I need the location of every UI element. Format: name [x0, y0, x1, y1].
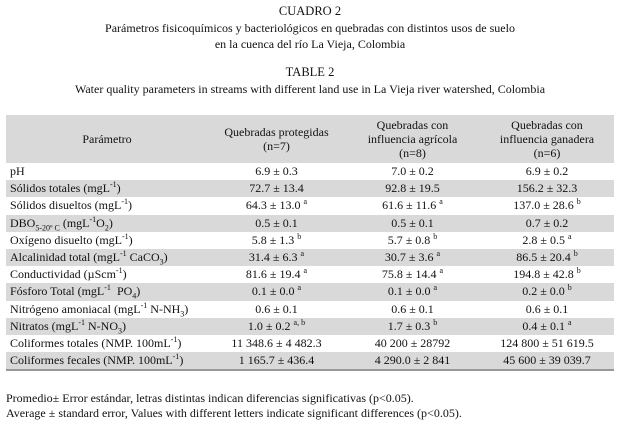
parameter-name: Fósforo Total (mgL$^{-1}$ $PO_4$) [6, 283, 208, 300]
column-header-n: (n=7) [263, 139, 290, 153]
parameter-name: Coliformes fecales (NMP. $100mL^{-1}$) [6, 352, 208, 370]
footnote-en: Average ± standard error, Values with different letters indicate significant differences (p<0.05). [6, 406, 462, 420]
table-row-dissolved-solids [6, 197, 614, 214]
caption-title-es-line2: en la cuenca del río La Vieja, Colombia [214, 37, 406, 51]
column-header-protected [208, 115, 345, 163]
value-protected: 81.6 ± 19.4 $^a$ [245, 266, 308, 282]
value-livestock: 137.0 ± 28.6 $^b$ [513, 197, 581, 213]
table-row-alkalinity [6, 249, 614, 266]
value-protected: 11 348.6 ± 4 482.3 [231, 335, 322, 350]
caption-label-en: TABLE 2 [285, 65, 335, 79]
parameter-name: Sólidos disueltos (mgL$^{-1}$) [10, 197, 133, 213]
value-livestock: 156.2 ± 32.3 [480, 180, 614, 197]
table-row-nitrates [6, 318, 614, 335]
column-header-label: influencia agrícola [367, 132, 458, 146]
parameter-name: Coliformes totales (NMP. $100mL^{-1}$) [10, 334, 182, 350]
table-row-bod [6, 215, 614, 232]
value-agricultural: 7.0 ± 0.2 [391, 164, 434, 179]
value-livestock: 194.8 ± 42.8 $^b$ [513, 266, 581, 282]
value-agricultural: 0.6 ± 0.1 [391, 301, 434, 316]
value-livestock: 6.9 ± 0.2 [525, 164, 569, 179]
value-protected: 64.3 ± 13.0 $^a$ [245, 197, 308, 213]
value-livestock: 0.7 ± 0.2 [480, 215, 614, 232]
value-agricultural: 92.8 ± 19.5 [345, 180, 480, 197]
parameter-name: Sólidos totales (mgL$^{-1}$) [6, 180, 208, 197]
table-row-fecal-coliforms [6, 352, 614, 370]
table-row-ammonia-nitrogen [6, 301, 614, 318]
column-header-label: Parámetro [82, 132, 132, 146]
caption-title-en: Water quality parameters in streams with different land use in La Vieja river watershed, Colombia [74, 82, 546, 96]
parameter-name: Nitratos (mgL$^{-1}$ $N-NO_3$) [6, 318, 208, 335]
value-protected: 31.4 ± 6.3 $^a$ [208, 249, 345, 266]
value-protected: 0.6 ± 0.1 [255, 301, 298, 316]
table-header-row [6, 115, 614, 163]
value-protected: 6.9 ± 0.3 [255, 164, 298, 179]
caption-label-es: CUADRO 2 [278, 4, 342, 18]
column-header-n: (n=6) [533, 146, 561, 160]
value-livestock: 0.6 ± 0.1 [525, 301, 569, 316]
water-quality-table [6, 115, 614, 371]
table-row-total-coliforms [6, 335, 614, 352]
value-protected: 5.8 ± 1.3 $^b$ [251, 231, 302, 247]
value-agricultural: 4 290.0 ± 2 841 [345, 352, 480, 370]
value-agricultural: 61.6 ± 11.6 $^a$ [382, 197, 443, 213]
value-agricultural: 5.7 ± 0.8 $^b$ [387, 231, 438, 247]
value-agricultural: 0.1 ± 0.0 $^a$ [345, 283, 480, 300]
value-livestock: 0.4 ± 0.1 $^a$ [480, 318, 614, 335]
parameter-name: Alcalinidad total (mgL$^{-1}$ CaCO$_3$) [6, 249, 208, 266]
column-header-agricultural [345, 115, 480, 163]
value-protected: 0.1 ± 0.0 $^a$ [208, 283, 345, 300]
value-livestock: 0.2 ± 0.0 $^b$ [480, 283, 614, 300]
value-agricultural: 75.8 ± 14.4 $^a$ [381, 266, 444, 282]
table-row-dissolved-oxygen [6, 232, 614, 249]
column-header-parameter [6, 115, 208, 163]
value-livestock: 2.8 ± 0.5 $^a$ [522, 231, 572, 247]
value-agricultural: 40 200 ± 28792 [374, 335, 451, 350]
column-header-label: influencia ganadera [499, 132, 595, 146]
column-header-label: Quebradas protegidas [224, 125, 329, 139]
value-protected: 72.7 ± 13.4 [208, 180, 345, 197]
value-livestock: 45 600 ± 39 039.7 [480, 352, 614, 370]
value-livestock: 86.5 ± 20.4 $^b$ [480, 249, 614, 266]
caption-title-es-line1: Parámetros fisicoquímicos y bacteriológicos en quebradas con distintos usos de suelo [105, 21, 515, 35]
parameter-name: Oxígeno disuelto (mgL$^{-1}$) [10, 231, 133, 247]
footnote-es: Promedio± Error estándar, letras distintas indican diferencias significativas (p<0.05). [6, 391, 414, 405]
value-protected: 0.5 ± 0.1 [208, 215, 345, 232]
column-header-label: Quebradas con [376, 118, 449, 132]
value-agricultural: 0.5 ± 0.1 [345, 215, 480, 232]
table-row-total-solids [6, 180, 614, 197]
value-livestock: 124 800 ± 51 619.5 [500, 335, 594, 350]
value-protected: 1.0 ± 0.2 $^{a, b}$ [208, 318, 345, 335]
parameter-name: Conductividad (µScm$^{-1}$) [10, 266, 127, 282]
table-row-ph [6, 163, 614, 180]
column-header-n: (n=8) [399, 146, 426, 160]
value-agricultural: 1.7 ± 0.3 $^b$ [345, 318, 480, 335]
parameter-name: pH [10, 164, 25, 179]
table-row-conductivity [6, 266, 614, 283]
parameter-name: Nitrógeno amoniacal (mgL$^{-1}$ $N-NH_3$) [10, 300, 189, 318]
parameter-name: $DBO_{5-20º C}$ $(mgL^{-1}O_2)$ [6, 215, 208, 232]
column-header-label: Quebradas con [511, 118, 583, 132]
value-agricultural: 30.7 ± 3.6 $^a$ [345, 249, 480, 266]
table-row-total-phosphorus [6, 283, 614, 300]
column-header-livestock [480, 115, 614, 163]
value-protected: 1 165.7 ± 436.4 [208, 352, 345, 370]
